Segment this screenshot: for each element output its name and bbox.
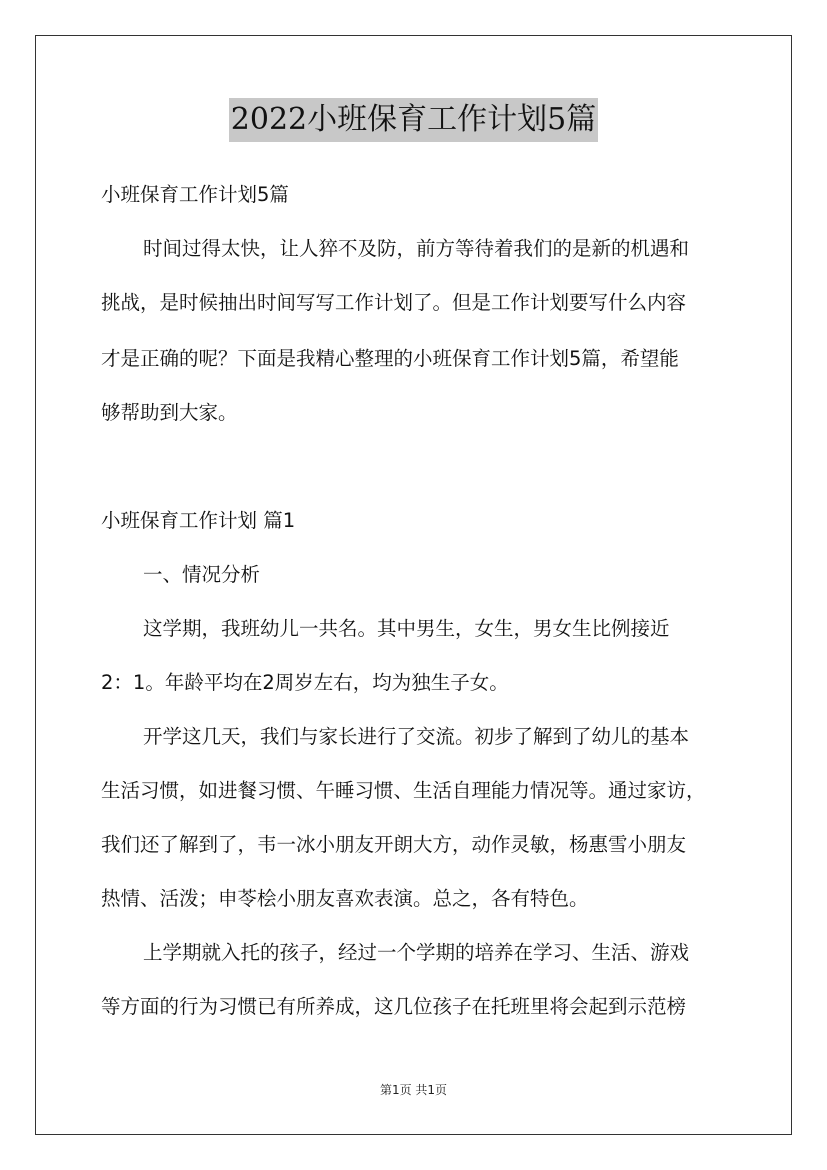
paragraph-line: 等方面的行为习惯已有所养成，这几位孩子在托班里将会起到示范榜 [101, 995, 687, 1018]
intro-line-1: 时间过得太快，让人猝不及防，前方等待着我们的是新的机遇和 [143, 237, 690, 260]
paragraph-line: 2：1。年龄平均在2周岁左右，均为独生子女。 [101, 671, 509, 694]
intro-line-2: 挑战，是时候抽出时间写写工作计划了。但是工作计划要写什么内容 [101, 291, 687, 314]
title-container [0, 98, 827, 142]
paragraph-line: 生活习惯，如进餐习惯、午睡习惯、生活自理能力情况等。通过家访， [101, 779, 706, 802]
subtitle-line: 小班保育工作计划5篇 [101, 183, 289, 206]
intro-line-3: 才是正确的呢？下面是我精心整理的小班保育工作计划5篇，希望能 [101, 347, 679, 370]
paragraph-line: 热情、活泼；申苓桧小朋友喜欢表演。总之，各有特色。 [101, 887, 589, 910]
intro-line-4: 够帮助到大家。 [101, 401, 238, 424]
document-title: 2022小班保育工作计划5篇 [229, 98, 598, 142]
paragraph-line: 这学期，我班幼儿一共名。其中男生，女生，男女生比例接近 [143, 617, 670, 640]
page-number: 第1页 共1页 [379, 1083, 448, 1097]
paragraph-line: 上学期就入托的孩子，经过一个学期的培养在学习、生活、游戏 [143, 941, 690, 964]
subsection-heading: 一、情况分析 [143, 563, 261, 586]
paragraph-line: 开学这几天，我们与家长进行了交流。初步了解到了幼儿的基本 [143, 725, 690, 748]
paragraph-line: 我们还了解到了，韦一冰小朋友开朗大方，动作灵敏，杨惠雪小朋友 [101, 833, 687, 856]
section-heading: 小班保育工作计划 篇1 [101, 509, 296, 532]
